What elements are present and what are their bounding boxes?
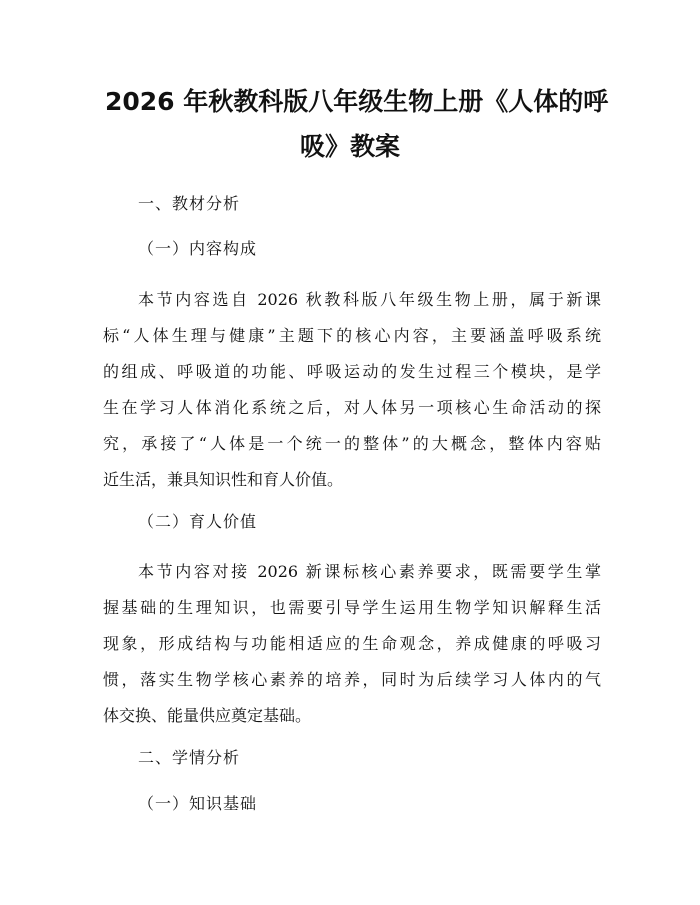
subsection-heading-knowledge-foundation: （一）知识基础	[138, 794, 258, 813]
paragraph-line: 握基础的生理知识，也需要引导学生运用生物学知识解释生活	[103, 598, 601, 617]
document-title-line-1: 2026 年秋教科版八年级生物上册《人体的呼	[105, 87, 609, 116]
paragraph-line: 究，承接了“人体是一个统一的整体”的大概念，整体内容贴	[103, 434, 601, 453]
subsection-heading-content-composition: （一）内容构成	[138, 239, 258, 258]
paragraph-line: 本节内容选自 2026 秋教科版八年级生物上册，属于新课	[138, 290, 601, 309]
paragraph-line: 惯，落实生物学核心素养的培养，同时为后续学习人体内的气	[103, 670, 601, 689]
paragraph-line: 本节内容对接 2026 新课标核心素养要求，既需要学生掌	[138, 562, 601, 581]
paragraph-line: 的组成、呼吸道的功能、呼吸运动的发生过程三个模块，是学	[103, 362, 601, 381]
section-heading-learner-analysis: 二、学情分析	[138, 748, 241, 767]
paragraph-line: 生在学习人体消化系统之后，对人体另一项核心生命活动的探	[103, 398, 601, 417]
document-title-line-2: 吸》教案	[299, 132, 400, 161]
subsection-heading-educational-value: （二）育人价值	[138, 512, 258, 531]
paragraph-line: 现象，形成结构与功能相适应的生命观念，养成健康的呼吸习	[103, 634, 601, 653]
paragraph-line: 体交换、能量供应奠定基础。	[103, 706, 312, 725]
paragraph-line: 标“人体生理与健康”主题下的核心内容，主要涵盖呼吸系统	[103, 326, 601, 345]
section-heading-teaching-material-analysis: 一、教材分析	[138, 194, 241, 213]
paragraph-line: 近生活，兼具知识性和育人价值。	[103, 470, 344, 489]
